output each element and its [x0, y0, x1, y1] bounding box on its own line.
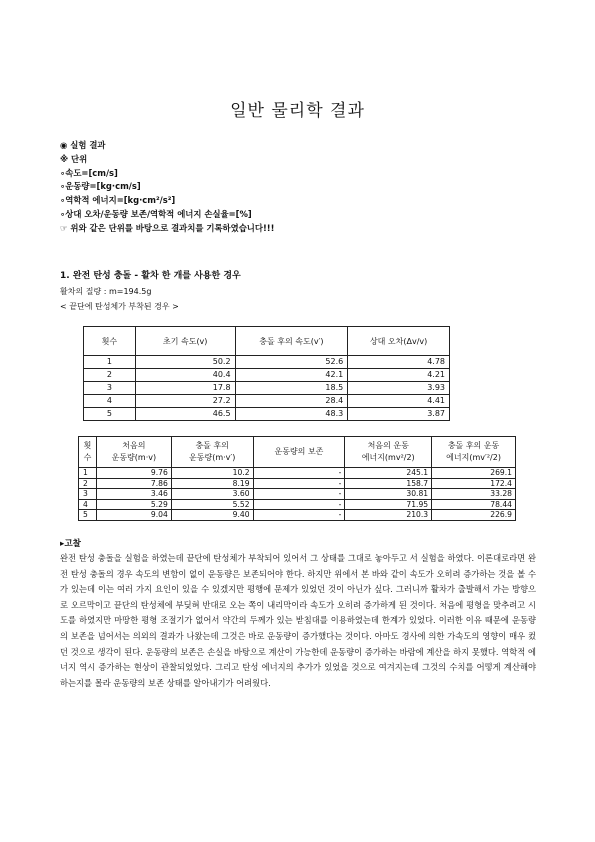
list-item-momentum-unit: ∘운동량=[kg·cm/s] [60, 181, 141, 192]
table-cell: 5.29 [96, 499, 171, 510]
table-cell: 226.9 [432, 510, 516, 521]
table-row [79, 499, 516, 510]
table-row [84, 369, 450, 382]
table-cell: 33.28 [432, 489, 516, 500]
table-cell: 158.7 [345, 478, 432, 489]
column-header: 충돌 후의 운동 에너지(mv′²/2) [432, 437, 516, 468]
table-cell: 9.76 [96, 468, 171, 479]
table-row [79, 489, 516, 500]
discussion-paragraph: 완전 탄성 충돌을 실험을 하였는데 끝단에 탄성체가 부착되어 있어서 그 상태를 그대로 놓아두고 서 실험을 하였다. 이론대로라면 완전 탄성 충돌의 경우 속도의 변함이 없이 운동량은 보존되어야 한다. 하지만 위에서 본 바와 같이 속도가 오히려 증가하는 것을 볼 수가 있는데 이는 여러 가지 요인이 있을 수 있겠지만 평행에 문제가 있었던 것이 아닌가 싶다. 그러니까 활차가 출발해서 가는 방향으로 오르막이고 끝단의 탄성체에 부딪혀 반대로 오는 쪽이 내리막이라 속도가 오히려 증가하게 된 것이다. 처음에 평형을 맞추려고 시도를 하였지만 마땅한 평형 조절기가 없어서 약간의 두께가 있는 받침대를 이용하였는데 한계가 있었다. 이러한 이유 때문에 운동량의 보존을 넘어서는 의외의 결과가 나왔는데 그것은 바로 운동량이 증가했다는 것이다. 아마도 경사에 의한 가속도의 영향이 매우 컸던 것으로 생각이 된다. 운동량의 보존은 손실을 바탕으로 계산이 가능한데 운동량이 증가하는 바람에 계산을 하지 못했다. 역학적 에너지 역시 증가하는 현상이 관찰되었었다. 그리고 탄성 에너지의 추가가 있었을 것으로 여겨지는데 그것의 수치를 어떻게 계산해야 하는지를 몰라 운동량의 보존 상태를 알아내기가 어려웠다. [60, 553, 536, 688]
table-row [79, 468, 516, 479]
column-header: 충돌 후의 속도(v′) [235, 327, 348, 356]
table-row [84, 408, 450, 421]
column-header: 처음의 운동 에너지(mv²/2) [345, 437, 432, 468]
column-header: 초기 속도(v) [135, 327, 235, 356]
table-row [84, 356, 450, 369]
table-row [79, 478, 516, 489]
table-cell: 269.1 [432, 468, 516, 479]
table-cell: 52.6 [235, 356, 348, 369]
table-cell: 245.1 [345, 468, 432, 479]
table-cell: 2 [79, 478, 97, 489]
table-cell: 42.1 [235, 369, 348, 382]
momentum-energy-table [78, 436, 516, 521]
table-cell: 5 [84, 408, 136, 421]
table-cell: 71.95 [345, 499, 432, 510]
condition-note: < 끝단에 탄성체가 부착된 경우 > [60, 302, 179, 311]
column-header: 횟수 [84, 327, 136, 356]
table-cell: 9.40 [171, 510, 253, 521]
discussion-heading: ▸고찰 [60, 539, 81, 549]
table-cell: - [253, 489, 345, 500]
table-cell: 3 [84, 382, 136, 395]
table-cell: 10.2 [171, 468, 253, 479]
table-cell: 28.4 [235, 395, 348, 408]
table-header-row [79, 437, 516, 468]
list-item-velocity-unit: ∘속도=[cm/s] [60, 167, 118, 178]
document-title: 일반 물리학 결과 [230, 101, 365, 121]
table-cell: 5.52 [171, 499, 253, 510]
table-cell: 3.87 [348, 408, 450, 421]
table-cell: 3.93 [348, 382, 450, 395]
table-cell: 18.5 [235, 382, 348, 395]
table-cell: - [253, 510, 345, 521]
table-cell: 3.46 [96, 489, 171, 500]
list-item-energy-unit: ∘역학적 에너지=[kg·cm²/s²] [60, 195, 176, 206]
table-row [84, 395, 450, 408]
table-row [79, 510, 516, 521]
table-cell: 4.21 [348, 369, 450, 382]
table-cell: 4 [79, 499, 97, 510]
table-cell: 8.19 [171, 478, 253, 489]
table-cell: 3.60 [171, 489, 253, 500]
column-header: 처음의 운동량(m·v) [96, 437, 171, 468]
list-item-error-unit: ∘상대 오차/운동량 보존/역학적 에너지 손실율=[%] [60, 208, 252, 219]
table-cell: 210.3 [345, 510, 432, 521]
section-heading: 1. 완전 탄성 충돌 - 활차 한 개를 사용한 경우 [60, 271, 241, 281]
table-cell: 7.86 [96, 478, 171, 489]
table-cell: 4.78 [348, 356, 450, 369]
table-cell: 4.41 [348, 395, 450, 408]
table-cell: 2 [84, 369, 136, 382]
list-item-units: ※ 단위 [60, 153, 88, 164]
column-header: 상대 오차(Δv/v) [348, 327, 450, 356]
table-row [84, 382, 450, 395]
column-header: 횟수 [79, 437, 97, 468]
table-cell: 4 [84, 395, 136, 408]
table-cell: 46.5 [135, 408, 235, 421]
table-cell: - [253, 468, 345, 479]
table-cell: 5 [79, 510, 97, 521]
table-cell: 48.3 [235, 408, 348, 421]
table-cell: 50.2 [135, 356, 235, 369]
table-cell: 78.44 [432, 499, 516, 510]
table-cell: 17.8 [135, 382, 235, 395]
column-header: 충돌 후의 운동량(m·v′) [171, 437, 253, 468]
table-cell: 27.2 [135, 395, 235, 408]
cart-mass-label: 활차의 질량 : m=194.5g [60, 287, 152, 296]
units-list [60, 139, 540, 236]
velocity-table [83, 326, 450, 421]
table-cell: 172.4 [432, 478, 516, 489]
table-cell: 30.81 [345, 489, 432, 500]
table-header-row [84, 327, 450, 356]
table-cell: 3 [79, 489, 97, 500]
list-item-results: ◉ 실험 결과 [60, 140, 106, 150]
table-cell: 9.04 [96, 510, 171, 521]
table-cell: 40.4 [135, 369, 235, 382]
column-header: 운동량의 보존 [253, 437, 345, 468]
table-cell: 1 [79, 468, 97, 479]
table-cell: 1 [84, 356, 136, 369]
table-cell: - [253, 499, 345, 510]
table-cell: - [253, 478, 345, 489]
list-item-note: ☞ 위와 같은 단위를 바탕으로 결과치를 기록하였습니다!!! [60, 222, 275, 233]
